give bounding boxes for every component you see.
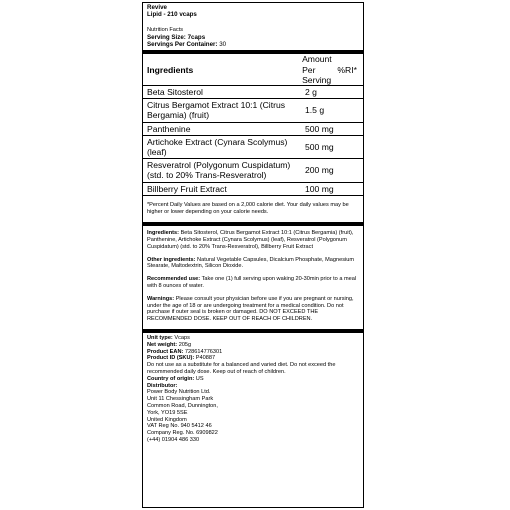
ean-label: Product EAN: xyxy=(147,348,184,355)
distributor-line: VAT Reg No. 940 5412 46 xyxy=(147,423,212,430)
ingredient-amount: 500 mg xyxy=(305,123,334,134)
product-name: Lipid - 210 vcaps xyxy=(147,11,197,19)
daily-values-footnote: *Percent Daily Values are based on a 2,000 calorie diet. Your daily values may be higher or lower depending on your calorie needs. xyxy=(147,201,349,216)
ingredient-amount: 100 mg xyxy=(305,183,334,194)
other-ingredients-label: Other ingredients: xyxy=(147,256,196,263)
distributor-label: Distributor: xyxy=(147,382,178,389)
net-weight xyxy=(143,342,363,349)
table-row xyxy=(143,136,363,159)
header-amount xyxy=(302,54,337,85)
warnings-label: Warnings: xyxy=(147,295,175,302)
servings-per-container-label: Servings Per Container: xyxy=(147,41,218,49)
distributor-line: York, YO19 5SE xyxy=(147,409,188,416)
disclaimer: Do not use as a substitute for a balanced and varied diet. Do not exceed the recommended daily dose. Keep out of reach of children. xyxy=(147,362,336,375)
serving-size xyxy=(147,34,359,41)
warnings-section xyxy=(143,296,363,323)
unit-type xyxy=(143,335,363,342)
ingredients-text: Beta Sitosterol, Citrus Bergamot Extract 10:1 (Citrus Bergamia) (fruit), Panthenine, Artichoke Extract (Cynara Scolymus) (leaf), Resveratrol (Polygonum Cuspidatum) (std. to 20% Trans-Resveratrol), Billberry Fruit Extract xyxy=(147,230,354,250)
ingredients-label: Ingredients: xyxy=(147,230,180,237)
unit-type-value: Vcaps xyxy=(172,335,190,342)
serving-size-value: 7caps xyxy=(187,34,206,41)
ingredient-name: Panthenine xyxy=(147,123,191,134)
distributor-line: United Kingdom xyxy=(147,416,187,423)
ean-value: 728614776301 xyxy=(183,348,223,355)
product-label-panel xyxy=(142,2,364,508)
ingredient-amount: 200 mg xyxy=(305,165,334,176)
country-label: Country of origin: xyxy=(147,375,195,382)
sku-value: P40887 xyxy=(194,355,216,362)
recommended-use-text: Take one (1) full serving upon waking 20-30min prior to a meal with 8 ounces of water. xyxy=(147,276,357,290)
table-row xyxy=(143,159,363,182)
ingredient-name: Citrus Bergamot Extract 10:1 (Citrus Bergamia) (fruit) xyxy=(147,100,286,121)
ingredient-amount: 2 g xyxy=(305,87,317,98)
ingredient-amount: 500 mg xyxy=(305,141,334,152)
other-ingredients-text: Natural Vegetable Capsules, Dicalcium Phosphate, Magnesium Stearate, Maltodextrin, Silicon Dioxide. xyxy=(147,256,355,270)
distributor-line: Common Road, Dunnington, xyxy=(147,402,218,409)
warnings-text: Please consult your physician before use if you are pregnant or nursing, under the age of 18 or are undergoing treatment for a medical condition. Do not purchase if outer seal is broken or damaged. DO NOT EXCEED THE RECOMMENDED DOSE. KEEP OUT OF REACH OF CHILDREN. xyxy=(147,295,354,323)
unit-type-label: Unit type: xyxy=(147,335,173,342)
servings-per-container xyxy=(147,41,359,48)
other-ingredients-section xyxy=(143,257,363,271)
recommended-use-section xyxy=(143,276,363,290)
header-ingredients: Ingredients xyxy=(147,64,194,75)
distributor-line: Unit 11 Chessingham Park xyxy=(147,396,214,403)
product-sku xyxy=(143,355,363,362)
ingredient-name: Resveratrol (Polygonum Cuspidatum) (std. to 20% Trans-Resveratrol) xyxy=(147,160,291,181)
nutrition-facts-title: Nutrition Facts xyxy=(147,27,184,34)
ingredient-name: Artichoke Extract (Cynara Scolymus) (leaf) xyxy=(147,136,288,158)
table-header xyxy=(143,54,363,86)
servings-per-container-value: 30 xyxy=(219,41,227,49)
table-row xyxy=(143,183,363,196)
sku-label: Product ID (SKU): xyxy=(147,355,195,362)
table-row xyxy=(143,86,363,99)
table-row xyxy=(143,123,363,136)
table-row xyxy=(143,99,363,122)
distributor xyxy=(143,383,363,390)
product-ean xyxy=(143,349,363,356)
header-amount-line1: Amount xyxy=(302,54,332,65)
ingredient-amount: 1.5 g xyxy=(305,105,325,116)
ingredient-name: Billberry Fruit Extract xyxy=(147,183,227,194)
country-of-origin xyxy=(143,376,363,383)
distributor-line: Company Reg. No. 6909822 xyxy=(147,430,218,437)
header-ri: %RI* xyxy=(337,64,357,75)
recommended-use-label: Recommended use: xyxy=(147,276,201,283)
ingredients-section xyxy=(143,230,363,250)
header-amount-line2: Per xyxy=(302,64,316,75)
distributor-line: Power Body Nutrition Ltd. xyxy=(147,389,211,396)
serving-size-label: Serving Size: xyxy=(147,34,186,41)
distributor-line: (+44) 01904 486 330 xyxy=(147,436,200,443)
country-value: US xyxy=(194,375,204,382)
net-weight-value: 205g xyxy=(177,341,192,348)
net-weight-label: Net weight: xyxy=(147,341,178,348)
header-amount-line3: Serving xyxy=(302,74,332,85)
ingredient-name: Beta Sitosterol xyxy=(147,87,203,98)
brand-name: Revive xyxy=(147,4,167,11)
